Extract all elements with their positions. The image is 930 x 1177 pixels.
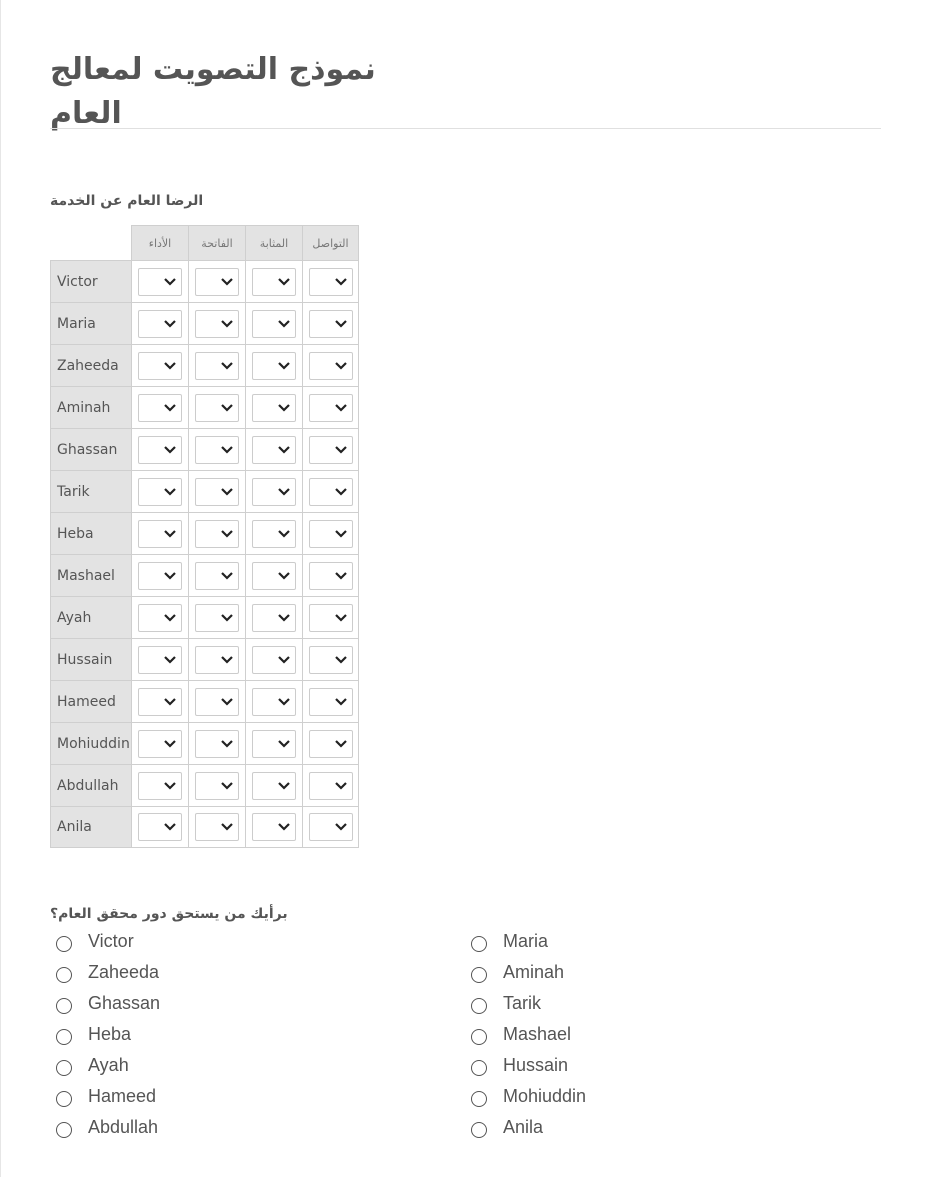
- rating-dropdown[interactable]: [309, 646, 353, 674]
- rating-dropdown[interactable]: [309, 394, 353, 422]
- matrix-cell: [131, 680, 188, 722]
- matrix-cell: [302, 554, 359, 596]
- matrix-cell: [302, 596, 359, 638]
- vote-option-label: Mashael: [503, 1024, 572, 1044]
- rating-dropdown[interactable]: [195, 520, 239, 548]
- matrix-cell: [245, 512, 302, 554]
- matrix-cell: [131, 638, 188, 680]
- rating-dropdown[interactable]: [309, 436, 353, 464]
- rating-dropdown[interactable]: [252, 562, 296, 590]
- vote-option-label: Mohiuddin: [503, 1086, 587, 1106]
- rating-dropdown[interactable]: [195, 268, 239, 296]
- form-title: نموذج التصويت لمعالج العام: [50, 52, 376, 131]
- vote-option[interactable]: [56, 1019, 160, 1050]
- radio-button[interactable]: [56, 1122, 72, 1138]
- matrix-row: [50, 806, 359, 848]
- rating-dropdown[interactable]: [195, 352, 239, 380]
- matrix-cell: [188, 764, 245, 806]
- rating-dropdown[interactable]: [138, 310, 182, 338]
- matrix-row: [50, 386, 359, 428]
- vote-option-label: Hameed: [88, 1086, 157, 1106]
- matrix-cell: [188, 470, 245, 512]
- vote-option[interactable]: [56, 988, 160, 1019]
- rating-dropdown[interactable]: [138, 813, 182, 841]
- rating-dropdown[interactable]: [195, 436, 239, 464]
- radio-button[interactable]: [56, 936, 72, 952]
- vote-option-label: Aminah: [503, 962, 565, 982]
- rating-dropdown[interactable]: [138, 520, 182, 548]
- matrix-row: [50, 596, 359, 638]
- rating-dropdown[interactable]: [138, 688, 182, 716]
- matrix-cell: [245, 344, 302, 386]
- matrix-header-row: [50, 225, 359, 260]
- rating-dropdown[interactable]: [252, 436, 296, 464]
- rating-dropdown[interactable]: [309, 730, 353, 758]
- matrix-cell: [302, 344, 359, 386]
- matrix-cell: [245, 428, 302, 470]
- matrix-cell: [131, 260, 188, 302]
- matrix-cell: [188, 554, 245, 596]
- rating-dropdown[interactable]: [195, 730, 239, 758]
- radio-button[interactable]: [471, 1091, 487, 1107]
- radio-button[interactable]: [56, 1060, 72, 1076]
- rating-dropdown[interactable]: [252, 772, 296, 800]
- rating-dropdown[interactable]: [252, 604, 296, 632]
- radio-button[interactable]: [471, 967, 487, 983]
- matrix-row-label: Tarik: [50, 470, 131, 512]
- matrix-cell: [245, 680, 302, 722]
- matrix-cell: [131, 344, 188, 386]
- matrix-cell: [302, 638, 359, 680]
- matrix-row-label: Ayah: [50, 596, 131, 638]
- vote-option[interactable]: [56, 1112, 160, 1143]
- matrix-cell: [188, 722, 245, 764]
- matrix-cell: [302, 680, 359, 722]
- matrix-cell: [245, 260, 302, 302]
- rating-dropdown[interactable]: [195, 478, 239, 506]
- matrix-cell: [245, 470, 302, 512]
- vote-option-label: Ayah: [88, 1055, 129, 1075]
- vote-option-label: Maria: [503, 931, 549, 951]
- rating-dropdown[interactable]: [252, 730, 296, 758]
- vote-option[interactable]: [56, 1081, 160, 1112]
- rating-dropdown[interactable]: [195, 394, 239, 422]
- vote-option-label: Tarik: [503, 993, 542, 1013]
- radio-button[interactable]: [56, 998, 72, 1014]
- matrix-row: [50, 302, 359, 344]
- matrix-cell: [188, 806, 245, 848]
- matrix-cell: [188, 386, 245, 428]
- rating-dropdown[interactable]: [309, 604, 353, 632]
- matrix-row-label: Victor: [50, 260, 131, 302]
- matrix-cell: [131, 554, 188, 596]
- matrix-cell: [188, 428, 245, 470]
- matrix-cell: [245, 638, 302, 680]
- rating-dropdown[interactable]: [309, 562, 353, 590]
- vote-option-label: Zaheeda: [88, 962, 160, 982]
- matrix-row-label: Maria: [50, 302, 131, 344]
- matrix-row-label: Mashael: [50, 554, 131, 596]
- matrix-cell: [131, 512, 188, 554]
- rating-dropdown[interactable]: [309, 478, 353, 506]
- rating-matrix: [50, 225, 359, 848]
- rating-dropdown[interactable]: [138, 268, 182, 296]
- matrix-row: [50, 680, 359, 722]
- matrix-cell: [302, 512, 359, 554]
- matrix-cell: [131, 806, 188, 848]
- matrix-cell: [245, 302, 302, 344]
- matrix-column-header: الفاتحة: [188, 225, 245, 260]
- matrix-cell: [188, 302, 245, 344]
- matrix-cell: [302, 386, 359, 428]
- rating-dropdown[interactable]: [309, 310, 353, 338]
- matrix-row: [50, 470, 359, 512]
- matrix-cell: [245, 554, 302, 596]
- rating-dropdown[interactable]: [309, 268, 353, 296]
- matrix-row: [50, 722, 359, 764]
- rating-dropdown[interactable]: [195, 646, 239, 674]
- vote-option[interactable]: [471, 1050, 586, 1081]
- matrix-cell: [302, 260, 359, 302]
- matrix-cell: [302, 302, 359, 344]
- matrix-row-label: Hussain: [50, 638, 131, 680]
- rating-dropdown[interactable]: [252, 520, 296, 548]
- matrix-row-label: Hameed: [50, 680, 131, 722]
- vote-options-right-column: [471, 926, 586, 1143]
- radio-button[interactable]: [56, 1091, 72, 1107]
- matrix-row-label: Aminah: [50, 386, 131, 428]
- matrix-cell: [188, 512, 245, 554]
- matrix-row-label: Heba: [50, 512, 131, 554]
- vote-option[interactable]: [471, 926, 586, 957]
- matrix-cell: [131, 596, 188, 638]
- matrix-row-label: Abdullah: [50, 764, 131, 806]
- matrix-cell: [188, 596, 245, 638]
- matrix-cell: [131, 764, 188, 806]
- radio-button[interactable]: [471, 1122, 487, 1138]
- matrix-cell: [188, 638, 245, 680]
- rating-dropdown[interactable]: [252, 646, 296, 674]
- rating-dropdown[interactable]: [138, 604, 182, 632]
- radio-button[interactable]: [56, 967, 72, 983]
- matrix-row: [50, 428, 359, 470]
- rating-dropdown[interactable]: [252, 688, 296, 716]
- vote-option[interactable]: [471, 1019, 586, 1050]
- matrix-cell: [131, 722, 188, 764]
- vote-option[interactable]: [56, 926, 160, 957]
- matrix-cell: [245, 764, 302, 806]
- matrix-row: [50, 344, 359, 386]
- rating-dropdown[interactable]: [252, 310, 296, 338]
- vote-option-label: Ghassan: [88, 993, 161, 1013]
- rating-dropdown[interactable]: [252, 813, 296, 841]
- rating-dropdown[interactable]: [138, 772, 182, 800]
- matrix-cell: [131, 428, 188, 470]
- rating-dropdown[interactable]: [138, 478, 182, 506]
- rating-dropdown[interactable]: [309, 772, 353, 800]
- matrix-row-label: Anila: [50, 806, 131, 848]
- matrix-row: [50, 764, 359, 806]
- rating-dropdown[interactable]: [309, 352, 353, 380]
- rating-dropdown[interactable]: [309, 813, 353, 841]
- vote-question: برأيك من يستحق دور محقق العام؟: [50, 906, 288, 922]
- vote-option[interactable]: [471, 988, 586, 1019]
- matrix-column-header: المثابة: [245, 225, 302, 260]
- vote-option[interactable]: [56, 957, 160, 988]
- matrix-row-label: Mohiuddin: [50, 722, 131, 764]
- rating-dropdown[interactable]: [252, 268, 296, 296]
- vote-option-label: Heba: [88, 1024, 132, 1044]
- rating-dropdown[interactable]: [138, 646, 182, 674]
- rating-dropdown[interactable]: [252, 352, 296, 380]
- matrix-cell: [302, 722, 359, 764]
- vote-option-label: Anila: [503, 1117, 544, 1137]
- matrix-question-label: الرضا العام عن الخدمة: [50, 193, 204, 209]
- title-divider: [50, 128, 881, 129]
- radio-button[interactable]: [471, 998, 487, 1014]
- vote-option[interactable]: [471, 957, 586, 988]
- vote-options-left-column: [56, 926, 160, 1143]
- matrix-column-header: التواصل: [302, 225, 359, 260]
- vote-option-label: Victor: [88, 931, 134, 951]
- matrix-cell: [131, 386, 188, 428]
- rating-dropdown[interactable]: [195, 310, 239, 338]
- rating-dropdown[interactable]: [138, 394, 182, 422]
- vote-option[interactable]: [471, 1112, 586, 1143]
- matrix-cell: [131, 302, 188, 344]
- matrix-cell: [245, 386, 302, 428]
- vote-option[interactable]: [56, 1050, 160, 1081]
- rating-dropdown[interactable]: [195, 604, 239, 632]
- matrix-cell: [302, 470, 359, 512]
- matrix-cell: [302, 806, 359, 848]
- rating-dropdown[interactable]: [195, 813, 239, 841]
- matrix-corner: [50, 225, 131, 260]
- radio-button[interactable]: [471, 936, 487, 952]
- radio-button[interactable]: [471, 1060, 487, 1076]
- rating-dropdown[interactable]: [138, 562, 182, 590]
- matrix-cell: [302, 428, 359, 470]
- rating-dropdown[interactable]: [138, 352, 182, 380]
- rating-dropdown[interactable]: [195, 772, 239, 800]
- matrix-row-label: Ghassan: [50, 428, 131, 470]
- matrix-cell: [245, 596, 302, 638]
- vote-option-label: Hussain: [503, 1055, 569, 1075]
- rating-dropdown[interactable]: [138, 730, 182, 758]
- rating-dropdown[interactable]: [309, 520, 353, 548]
- rating-dropdown[interactable]: [252, 478, 296, 506]
- rating-dropdown[interactable]: [309, 688, 353, 716]
- radio-button[interactable]: [471, 1029, 487, 1045]
- matrix-row: [50, 260, 359, 302]
- matrix-cell: [245, 806, 302, 848]
- matrix-cell: [188, 680, 245, 722]
- matrix-cell: [188, 344, 245, 386]
- rating-dropdown[interactable]: [195, 688, 239, 716]
- matrix-row: [50, 512, 359, 554]
- matrix-cell: [245, 722, 302, 764]
- vote-option[interactable]: [471, 1081, 586, 1112]
- matrix-cell: [188, 260, 245, 302]
- vote-option-label: Abdullah: [88, 1117, 159, 1137]
- matrix-row-label: Zaheeda: [50, 344, 131, 386]
- matrix-row: [50, 638, 359, 680]
- matrix-cell: [302, 764, 359, 806]
- rating-dropdown[interactable]: [195, 562, 239, 590]
- matrix-cell: [131, 470, 188, 512]
- matrix-column-header: الأداء: [131, 225, 188, 260]
- matrix-row: [50, 554, 359, 596]
- radio-button[interactable]: [56, 1029, 72, 1045]
- rating-dropdown[interactable]: [252, 394, 296, 422]
- rating-dropdown[interactable]: [138, 436, 182, 464]
